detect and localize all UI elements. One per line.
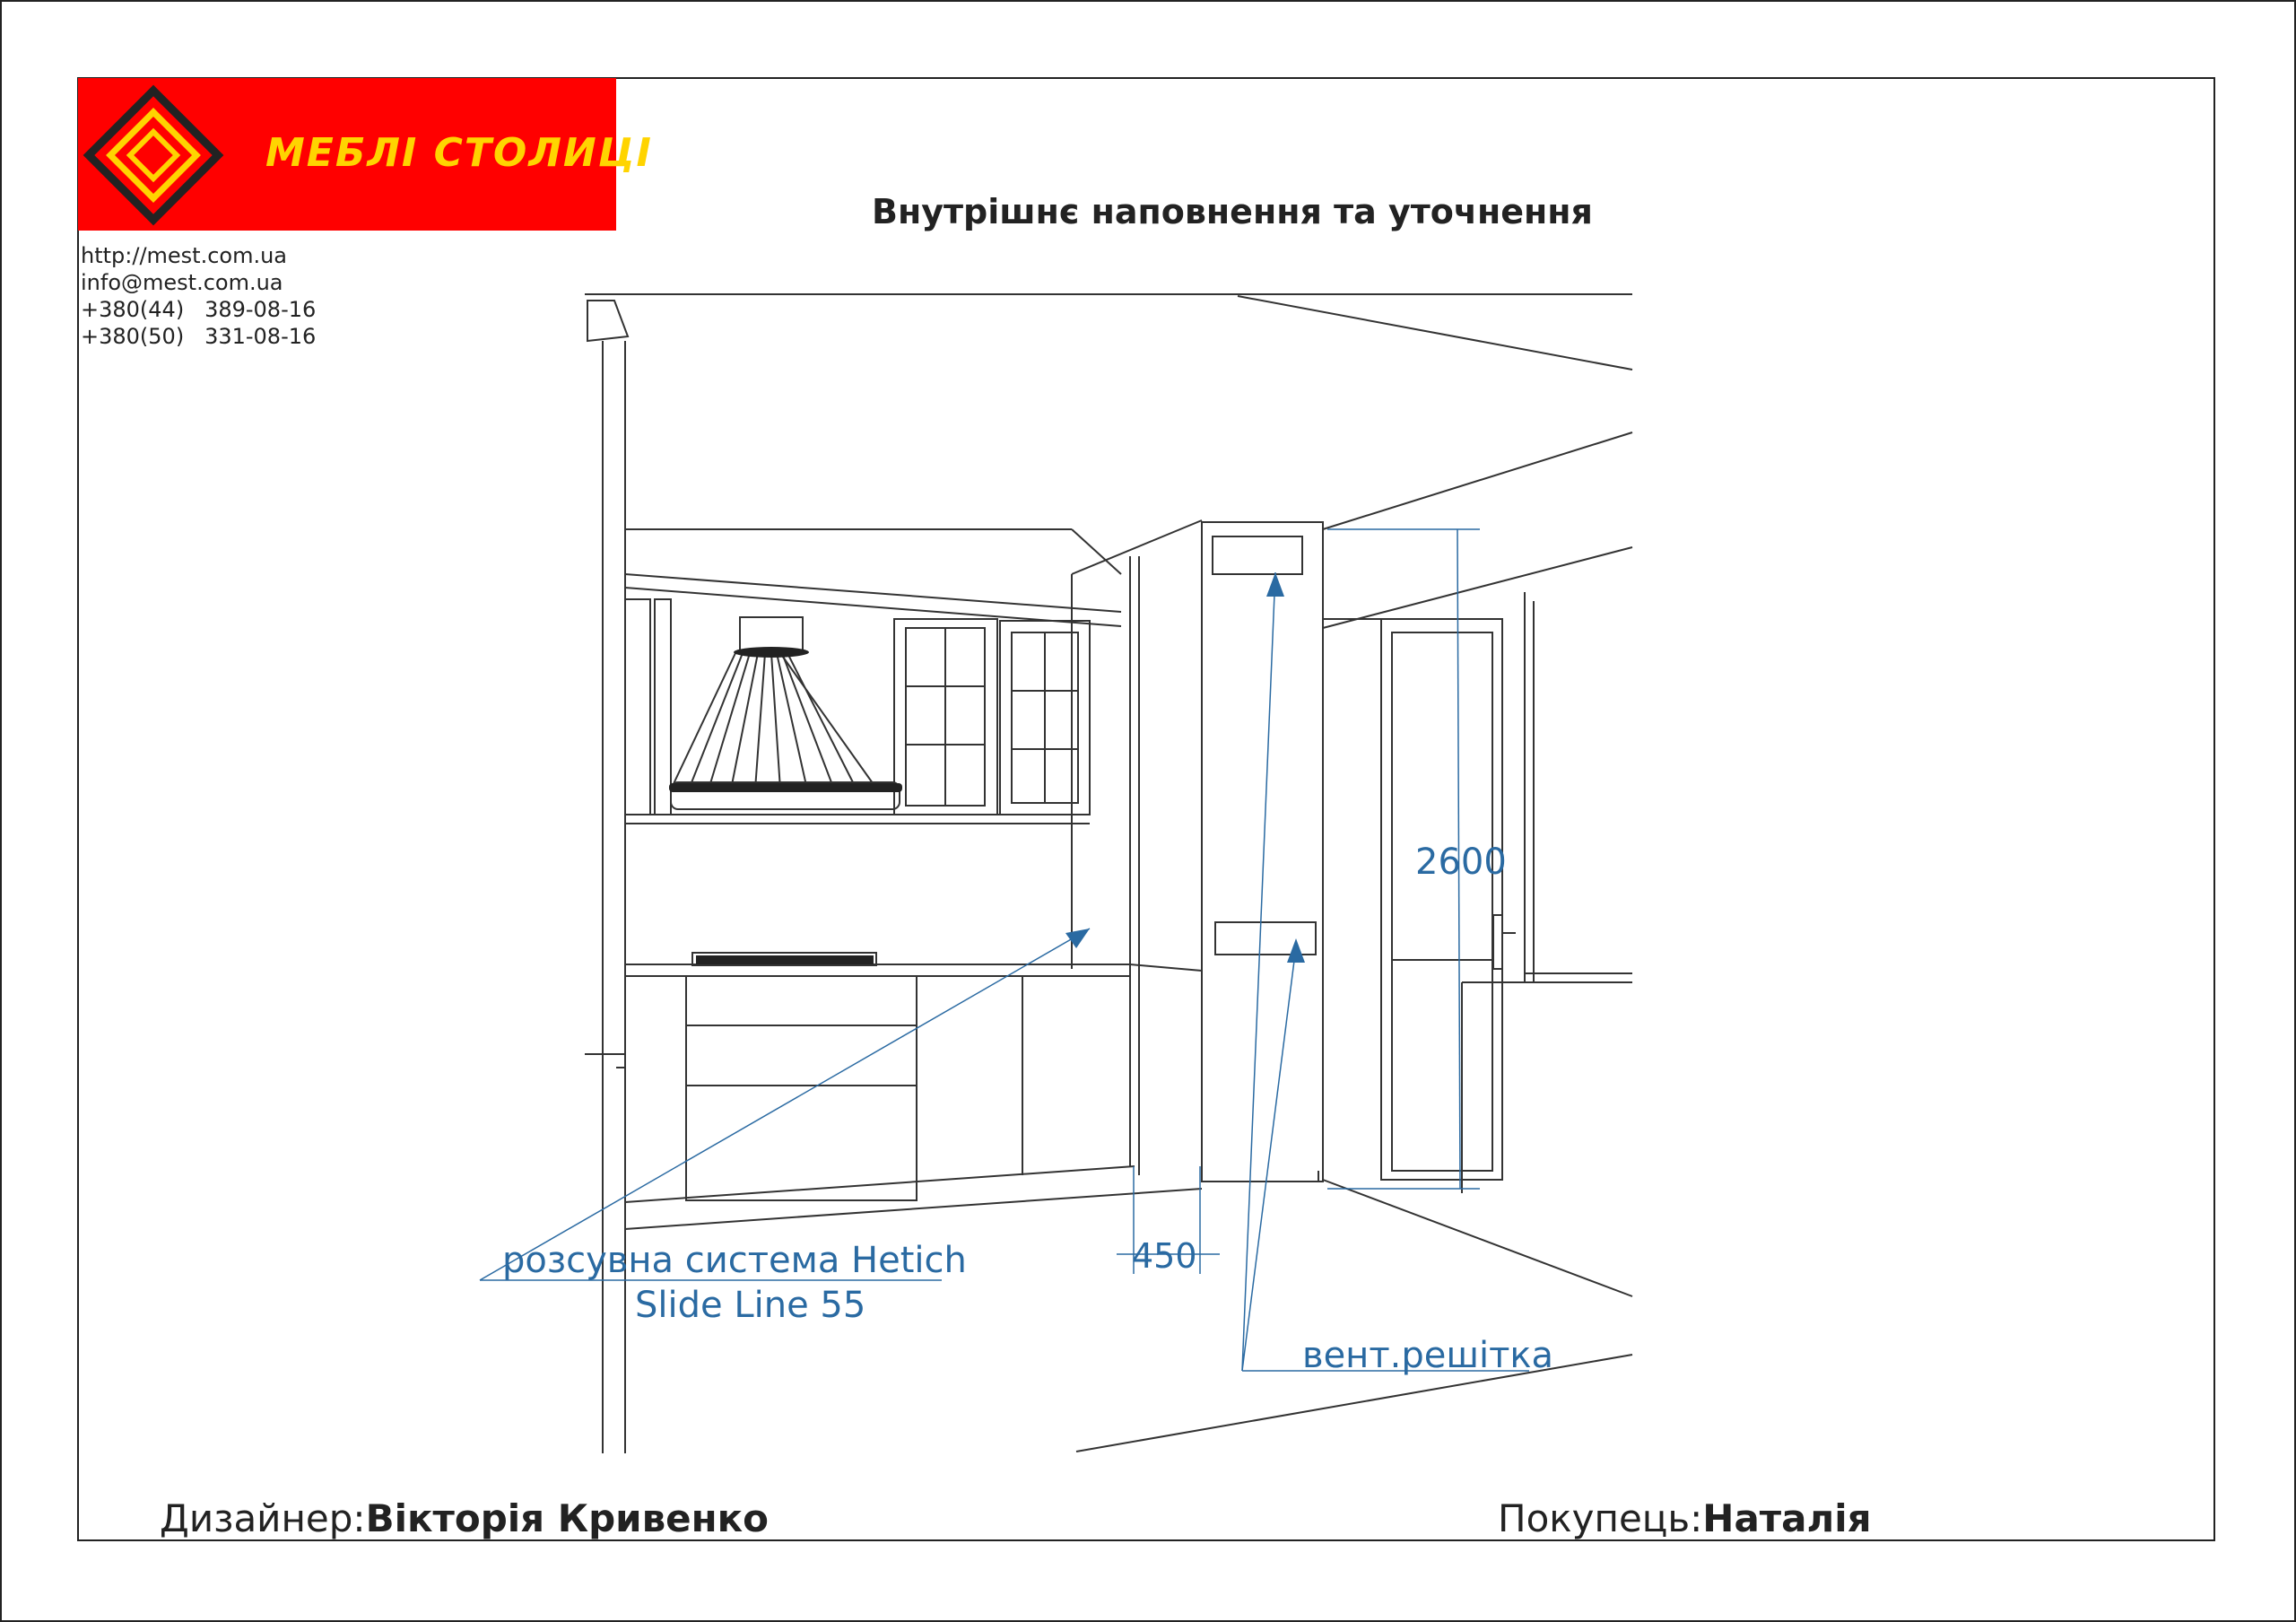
email-link[interactable]: info@mest.com.ua [81, 270, 283, 295]
customer-label: Покупець: [1498, 1496, 1703, 1540]
phone-1: +380(44) 389-08-16 [81, 297, 317, 322]
sliding-system-label-line2: Slide Line 55 [635, 1285, 866, 1326]
customer-credit [1498, 1496, 1872, 1540]
designer-credit [160, 1496, 769, 1540]
phone-2: +380(50) 331-08-16 [81, 324, 317, 349]
depth-dimension: 450 [1132, 1236, 1197, 1276]
customer-name: Наталія [1702, 1496, 1872, 1540]
sliding-system-label-line1: розсувна система Hetich [502, 1240, 967, 1281]
vent-grille-label: вент.решітка [1302, 1335, 1554, 1376]
website-link[interactable]: http://mest.com.ua [81, 243, 288, 268]
designer-name: Вікторія Кривенко [365, 1496, 770, 1540]
height-dimension: 2600 [1415, 842, 1507, 883]
designer-label: Дизайнер: [160, 1496, 366, 1540]
brand-name: МЕБЛІ СТОЛИЦІ [265, 130, 653, 176]
page-title: Внутрішнє наповнення та уточнення [872, 192, 1593, 231]
